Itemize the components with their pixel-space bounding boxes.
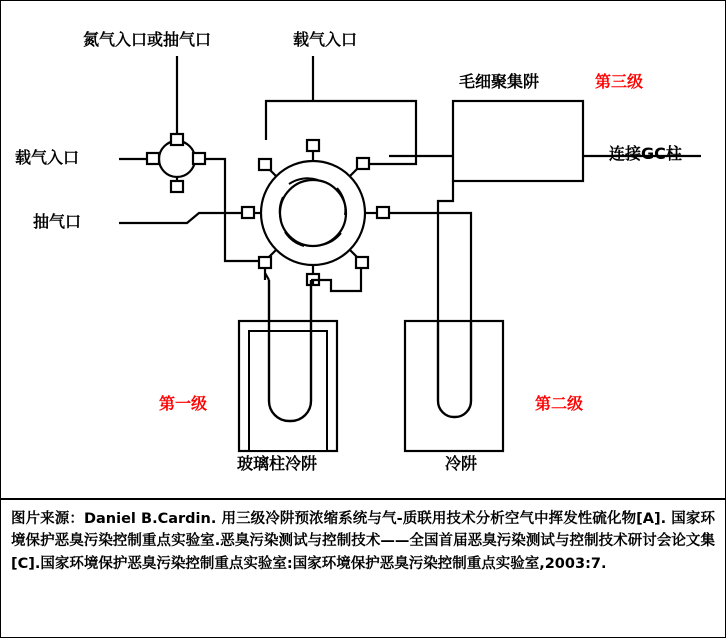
label-stage-two: 第二级: [535, 394, 584, 413]
pump-outlet-line: [119, 213, 242, 223]
diagram-area: [1, 1, 725, 498]
valve-outer-ring: [261, 161, 365, 265]
capillary-return-line: [438, 181, 453, 321]
label-stage-three: 第三级: [595, 72, 644, 91]
carrier-gas-top-branch-left: [266, 101, 313, 140]
label-carrier-gas-inlet-top: 载气入口: [293, 30, 358, 49]
label-pump-outlet: 抽气口: [33, 212, 82, 231]
valve-to-stage-two-line: [389, 213, 471, 321]
stage-two-outer-box: [405, 321, 503, 451]
capillary-trap-box: [453, 101, 583, 181]
valve-inner-ring: [280, 180, 346, 246]
caption-box: [1, 498, 725, 637]
label-cold-trap: 冷阱: [445, 454, 478, 473]
label-stage-one: 第一级: [159, 394, 208, 413]
stage-one-inner-box: [249, 331, 327, 451]
left-valve-circle: [159, 141, 195, 177]
label-capillary-trap: 毛细聚集阱: [459, 72, 540, 91]
caption-text: 图片来源：Daniel B.Cardin. 用三级冷阱预浓缩系统与气-质联用技术分析空气中挥发性硫化物[A]. 国家环境保护恶臭污染控制重点实验室.恶臭污染测试与控制技术——全国首届恶臭污染测试与控制技术研讨会论文集[C].国家环境保护恶臭污染控制重点实验室:国家环境保护恶臭污染控制重点实验室,2003:7.: [11, 511, 715, 572]
label-gc-column: 连接GC柱: [609, 144, 682, 163]
label-glass-cold-trap: 玻璃柱冷阱: [237, 454, 318, 473]
carrier-gas-top-branch-right: [313, 101, 416, 164]
valve-bottom-right-to-stage-one: [311, 268, 361, 291]
label-carrier-gas-inlet-left: 载气入口: [15, 148, 80, 167]
label-nitrogen-inlet: 氮气入口或抽气口: [83, 30, 212, 49]
